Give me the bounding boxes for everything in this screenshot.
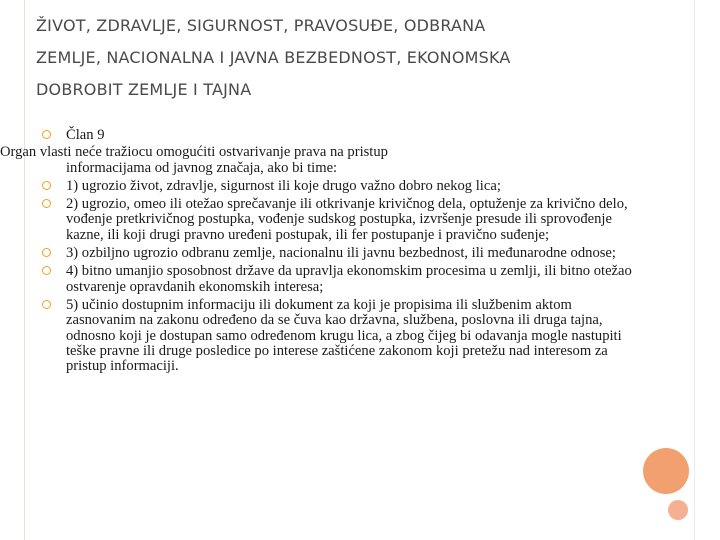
bullet-circle-icon [42,130,51,139]
list-item-text: 4) bitno umanjio sposobnost države da upravlja ekonomskim procesima u zemlji, ili bitno otežao ostvarenje opravdanih ekonomskih interesa; [66,263,632,295]
list-item-2 [42,197,642,243]
article-heading: Član 9 [66,127,105,143]
list-item-5 [42,298,642,374]
list-item-text: 2) ugrozio, omeo ili otežao sprečavanje ili otkrivanje krivičnog dela, optuženje za krivično delo, vođenje pretkrivičnog postupka, vođenje sudskog postupka, izvršenje presude ili sprovođenje kazne, ili koji drugi pravno uređeni postupak, ili fer postupanje i pravično suđenje; [66,196,628,243]
slide-body [0,127,642,375]
bullet-circle-icon [42,248,51,257]
bullet-circle-icon [42,300,51,309]
list-item-1 [42,179,642,194]
list-item-4 [42,264,642,295]
left-border-line [24,0,25,540]
decorative-circle-large [643,448,689,494]
list-item-text: 5) učinio dostupnim informaciju ili dokument za koji je propisima ili službenim aktom zasnovanim na zakonu određeno da se čuva kao državna, službena, poslovna ili druga tajna, odnosno koji je dostupan samo određenom krugu lica, a zbog čijeg bi odavanja mogle nastupiti teške pravne ili druge posledice po interese zaštićene zakonom koji pretežu nad interesom za pristup informaciji. [66,296,622,375]
title-line-1: ŽIVOT, ZDRAVLJE, SIGURNOST, PRAVOSUĐE, ODBRANA [36,16,486,35]
title-line-2: ZEMLJE, NACIONALNA I JAVNA BEZBEDNOST, EKONOMSKA [36,48,511,67]
list-item-3 [42,246,642,261]
bullet-circle-icon [42,199,51,208]
intro-paragraph [0,145,642,176]
bullet-circle-icon [42,266,51,275]
slide-title [36,10,636,106]
right-border-line [694,0,695,540]
intro-line-2: informacijama od javnog značaja, ako bi time: [66,159,338,176]
title-line-3: DOBROBIT ZEMLJE I TAJNA [36,80,252,99]
decorative-circle-small [668,500,688,520]
list-item-text: 1) ugrozio život, zdravlje, sigurnost ili koje drugo važno dobro nekog lica; [66,177,501,194]
bullet-circle-icon [42,181,51,190]
list-item-text: 3) ozbiljno ugrozio odbranu zemlje, nacionalnu ili javnu bezbednost, ili međunarodne odnose; [66,245,616,262]
intro-line-1: Organ vlasti neće tražiocu omogućiti ostvarivanje prava na pristup [0,144,388,161]
article-heading-item [42,128,642,143]
